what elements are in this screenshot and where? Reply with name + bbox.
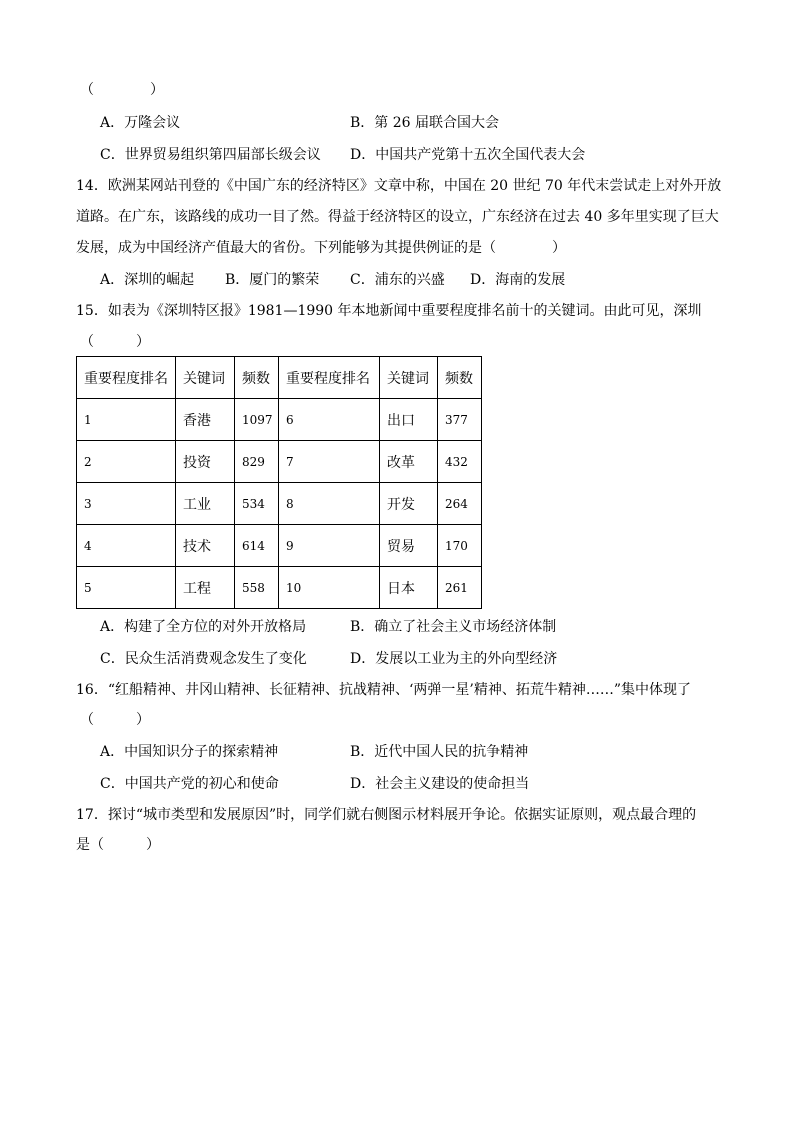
- table-cell: 10: [279, 567, 380, 609]
- q15-option-a[interactable]: A．构建了全方位的对外开放格局: [100, 619, 307, 635]
- table-row: [77, 399, 482, 441]
- table-cell: 1: [77, 399, 176, 441]
- q16-option-d[interactable]: D．社会主义建设的使命担当: [350, 776, 530, 792]
- table-header-row: [77, 357, 482, 399]
- table-row: [77, 441, 482, 483]
- keyword-frequency-table: [76, 356, 482, 609]
- q13-option-a[interactable]: A．万隆会议: [100, 115, 181, 131]
- q14-stem-line2: 道路。在广东，该路线的成功一目了然。得益于经济特区的设立，广东经济在过去 40 多年里实现了巨大: [76, 209, 719, 225]
- table-cell: 5: [77, 567, 176, 609]
- table-cell: 829: [235, 441, 279, 483]
- table-header-cell: 重要程度排名: [279, 357, 380, 399]
- q13-answer-blank: （ ）: [80, 82, 164, 98]
- q14-option-a[interactable]: A．深圳的崛起: [100, 272, 195, 288]
- table-cell: 贸易: [380, 525, 438, 567]
- table-cell: 2: [77, 441, 176, 483]
- q15-option-c[interactable]: C．民众生活消费观念发生了变化: [100, 651, 307, 667]
- q14-option-d[interactable]: D．海南的发展: [470, 272, 566, 288]
- q14-option-c[interactable]: C．浦东的兴盛: [350, 272, 445, 288]
- q14-stem-line1: 14．欧洲某网站刊登的《中国广东的经济特区》文章中称，中国在 20 世纪 70 年代末尝试走上对外开放: [76, 178, 722, 194]
- q17-stem-line2: 是（ ）: [76, 837, 160, 853]
- table-header-cell: 频数: [438, 357, 482, 399]
- table-cell: 出口: [380, 399, 438, 441]
- q16-option-c[interactable]: C．中国共产党的初心和使命: [100, 776, 279, 792]
- table-cell: 170: [438, 525, 482, 567]
- table-cell: 1097: [235, 399, 279, 441]
- table-cell: 9: [279, 525, 380, 567]
- q15-answer-blank: （ ）: [80, 334, 150, 350]
- table-cell: 香港: [176, 399, 235, 441]
- table-row: [77, 525, 482, 567]
- table-cell: 8: [279, 483, 380, 525]
- table-cell: 4: [77, 525, 176, 567]
- q17-stem-line1: 17．探讨“城市类型和发展原因”时，同学们就右侧图示材料展开争论。依据实证原则，观点最合理的: [76, 807, 697, 823]
- table-row: [77, 483, 482, 525]
- table-cell: 614: [235, 525, 279, 567]
- table-cell: 改革: [380, 441, 438, 483]
- q15-option-b[interactable]: B．确立了社会主义市场经济体制: [350, 619, 557, 635]
- table-cell: 6: [279, 399, 380, 441]
- q14-option-b[interactable]: B．厦门的繁荣: [225, 272, 320, 288]
- q15-option-d[interactable]: D．发展以工业为主的外向型经济: [350, 651, 558, 667]
- q13-option-c[interactable]: C．世界贸易组织第四届部长级会议: [100, 147, 321, 163]
- table-cell: 432: [438, 441, 482, 483]
- table-header-cell: 频数: [235, 357, 279, 399]
- table-cell: 7: [279, 441, 380, 483]
- table-cell: 264: [438, 483, 482, 525]
- q16-answer-blank: （ ）: [80, 712, 150, 728]
- table-cell: 3: [77, 483, 176, 525]
- table-cell: 技术: [176, 525, 235, 567]
- table-cell: 工业: [176, 483, 235, 525]
- table-cell: 开发: [380, 483, 438, 525]
- table-cell: 558: [235, 567, 279, 609]
- table-cell: 投资: [176, 441, 235, 483]
- q13-option-d[interactable]: D．中国共产党第十五次全国代表大会: [350, 147, 586, 163]
- table-header-cell: 关键词: [380, 357, 438, 399]
- q15-stem-line1: 15．如表为《深圳特区报》1981—1990 年本地新闻中重要程度排名前十的关键词。由此可见，深圳: [76, 303, 702, 319]
- q16-option-b[interactable]: B．近代中国人民的抗争精神: [350, 744, 529, 760]
- q16-option-a[interactable]: A．中国知识分子的探索精神: [100, 744, 279, 760]
- table-cell: 261: [438, 567, 482, 609]
- q16-stem-line1: 16．“红船精神、井冈山精神、长征精神、抗战精神、‘两弹一星’精神、拓荒牛精神……”集中体现了: [76, 682, 692, 698]
- table-cell: 工程: [176, 567, 235, 609]
- table-cell: 377: [438, 399, 482, 441]
- table-row: [77, 567, 482, 609]
- table-header-cell: 重要程度排名: [77, 357, 176, 399]
- q14-stem-line3: 发展，成为中国经济产值最大的省份。下列能够为其提供例证的是（ ）: [76, 240, 566, 256]
- table-cell: 日本: [380, 567, 438, 609]
- table-cell: 534: [235, 483, 279, 525]
- q13-option-b[interactable]: B．第 26 届联合国大会: [350, 115, 500, 131]
- table-header-cell: 关键词: [176, 357, 235, 399]
